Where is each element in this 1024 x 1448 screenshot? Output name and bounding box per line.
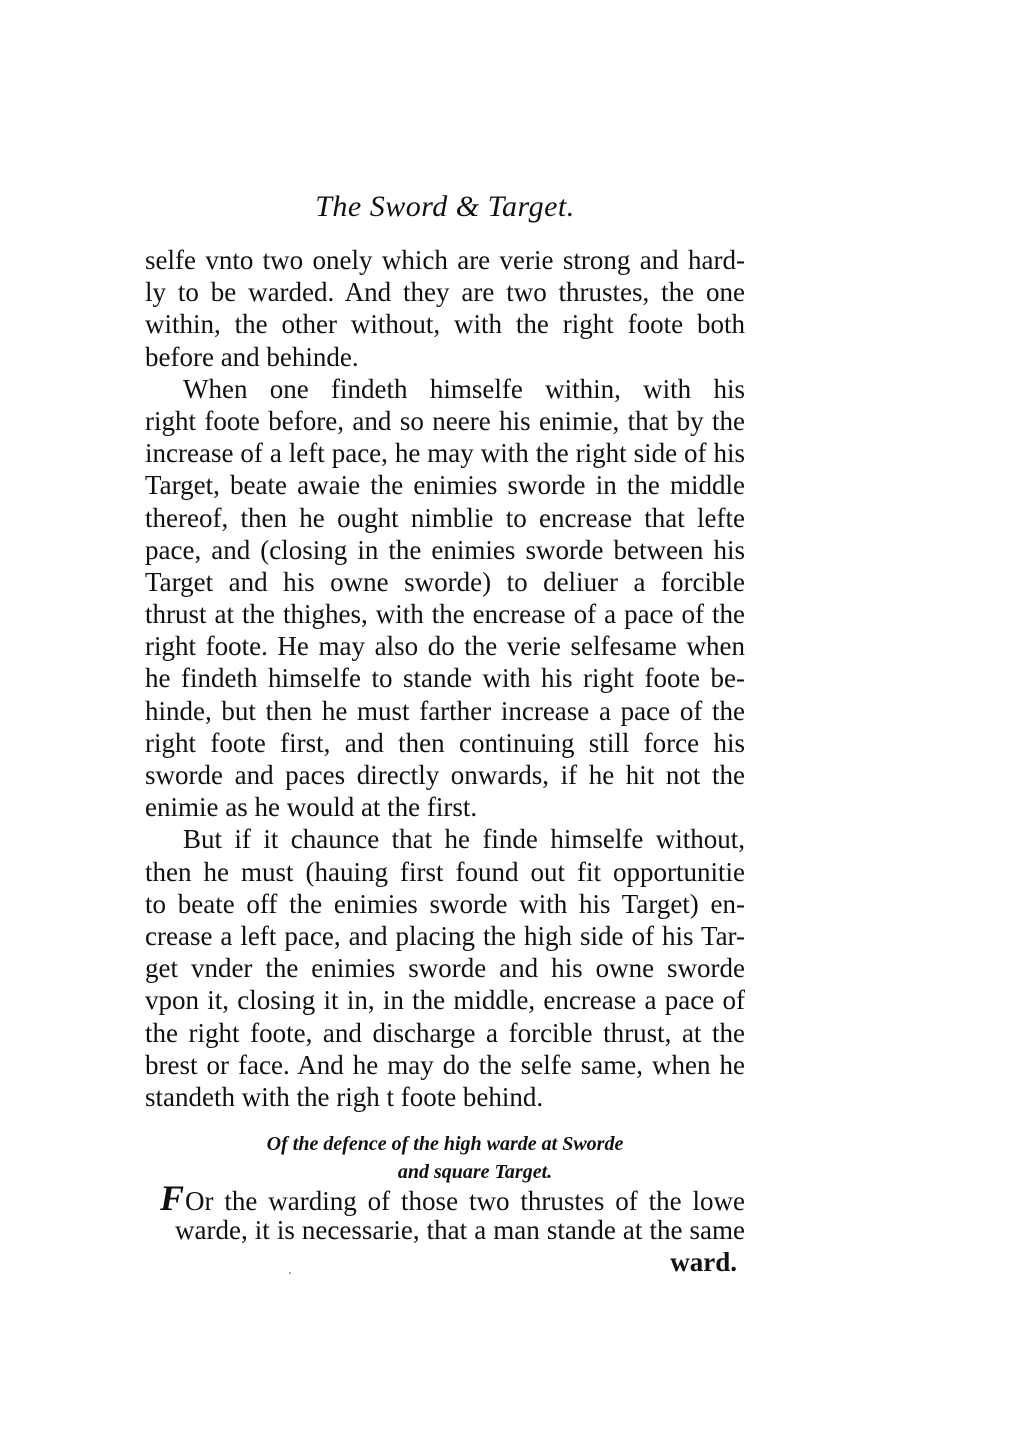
body-line: he findeth himselfe to stande with his right foote be- <box>145 663 745 694</box>
body-line: then he must (hauing first found out fit opportunitie <box>145 856 745 887</box>
section-second-line: warde, it is necessarie, that a man stande at the same <box>175 1215 745 1246</box>
body-line: standeth with the righ t foote behind. <box>145 1081 544 1112</box>
section-heading-line-2: and square Target. <box>397 1161 553 1183</box>
body-line: When one findeth himselfe within, with his <box>183 373 745 404</box>
body-line: before and behinde. <box>145 341 359 372</box>
body-line: the right foote, and discharge a forcible thrust, at the <box>145 1017 745 1048</box>
drop-cap: F <box>160 1178 186 1218</box>
body-line: sworde and paces directly onwards, if he hit not the <box>145 760 745 790</box>
ink-speck <box>289 1272 291 1274</box>
section-body <box>145 1178 745 1246</box>
body-line: get vnder the enimies sworde and his owne sworde <box>145 953 745 984</box>
body-line: ly to be warded. And they are two thrustes, the one <box>145 277 745 308</box>
body-line: thrust at the thighes, with the encrease of a pace of the <box>145 599 745 630</box>
body-line: vpon it, closing it in, in the middle, encrease a pace of <box>145 985 745 1016</box>
body-line: right foote first, and then continuing still force his <box>145 727 745 758</box>
body-line: brest or face. And he may do the selfe same, when he <box>145 1049 745 1080</box>
body-line: Target and his owne sworde) to deliuer a forcible <box>145 566 745 597</box>
section-first-line <box>145 1178 745 1218</box>
body-line: hinde, but then he must farther increase a pace of the <box>145 695 745 726</box>
catchword: ward. <box>670 1247 737 1277</box>
body-line: But if it chaunce that he finde himselfe without, <box>183 824 745 855</box>
body-text <box>145 244 745 1113</box>
body-line: right foote. He may also do the verie selfesame when <box>145 631 745 662</box>
body-line: increase of a left pace, he may with the right side of his <box>145 438 745 469</box>
section-heading-line-1: Of the defence of the high warde at Sworde <box>266 1133 624 1155</box>
body-line: right foote before, and so neere his enimie, that by the <box>145 405 745 436</box>
body-line: crease a left pace, and placing the high side of his Tar- <box>145 920 745 951</box>
body-line: pace, and (closing in the enimies sworde between his <box>145 534 745 565</box>
section-first-line-text: Or the warding of those two thrustes of the lowe <box>185 1186 745 1216</box>
section-heading <box>145 1130 745 1186</box>
running-head: The Sword & Target. <box>315 190 575 223</box>
body-line: within, the other without, with the right foote both <box>145 309 745 340</box>
body-line: Target, beate awaie the enimies sworde in the middle <box>145 470 745 501</box>
body-line: enimie as he would at the first. <box>145 792 478 823</box>
body-line: to beate off the enimies sworde with his Target) en- <box>145 888 745 919</box>
body-line: thereof, then he ought nimblie to encrease that lefte <box>145 502 745 533</box>
body-line: selfe vnto two onely which are verie strong and hard- <box>145 245 745 275</box>
